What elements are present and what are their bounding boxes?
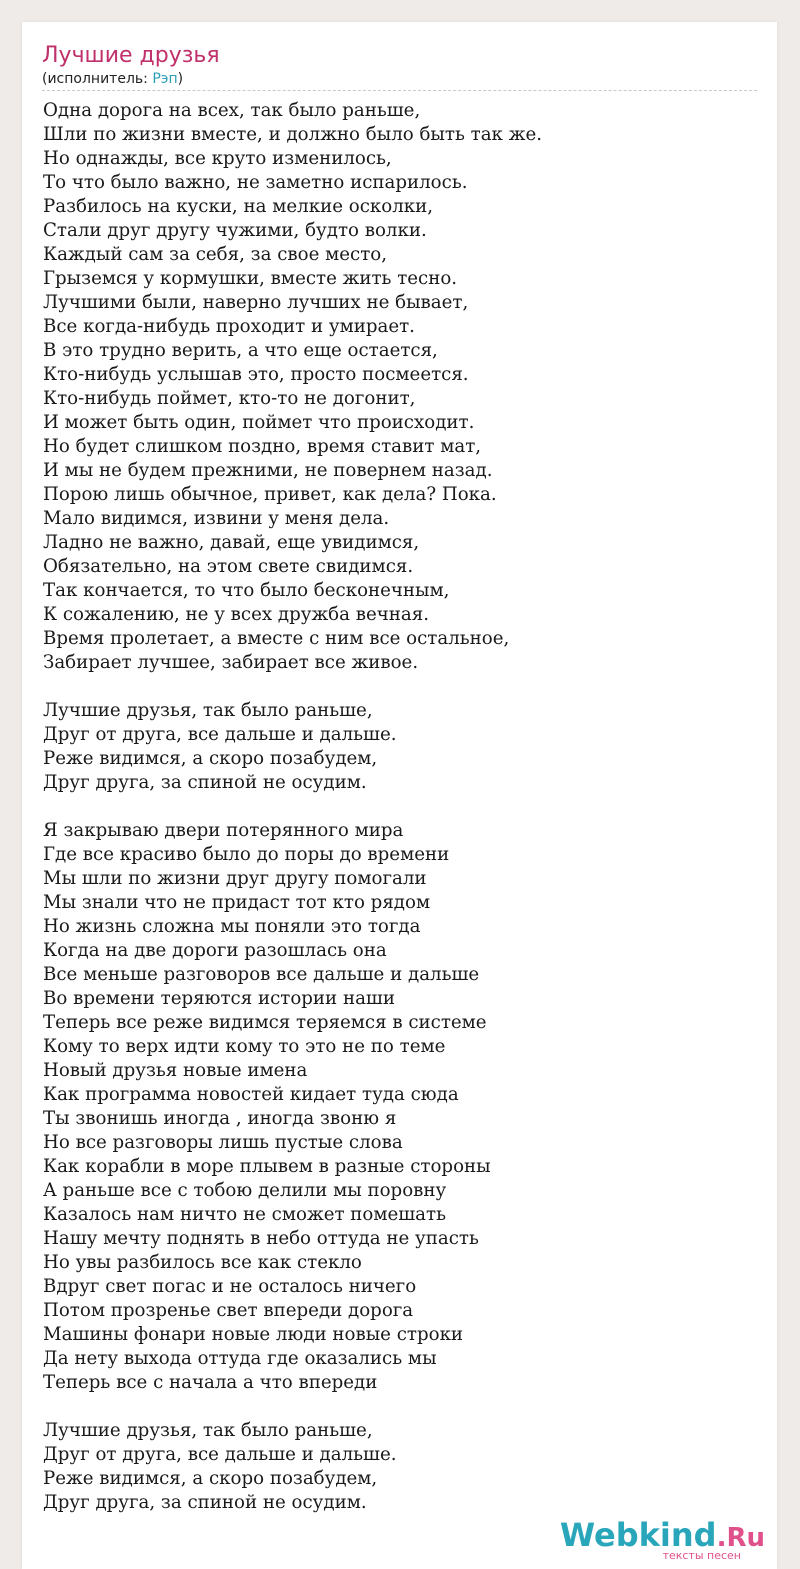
lyric-line: Забирает лучшее, забирает все живое. — [43, 652, 419, 673]
lyric-line: Ты звонишь иногда , иногда звоню я — [43, 1108, 397, 1129]
song-title: Лучшие друзья — [42, 43, 220, 68]
lyrics-stanza — [43, 1419, 542, 1515]
lyric-line: Лучшими были, наверно лучших не бывает, — [43, 292, 469, 313]
lyric-line: Реже видимся, а скоро позабудем, — [43, 1468, 378, 1489]
lyric-line: Разбилось на куски, на мелкие осколки, — [43, 196, 434, 217]
artist-prefix: (исполнитель: — [42, 71, 153, 87]
lyric-line: Время пролетает, а вместе с ним все остальное, — [43, 628, 510, 649]
lyric-line: Реже видимся, а скоро позабудем, — [43, 748, 378, 769]
lyric-line: Одна дорога на всех, так было раньше, — [43, 100, 421, 121]
lyric-line: Мало видимся, извини у меня дела. — [43, 508, 390, 529]
lyrics-stanza — [43, 99, 542, 675]
lyric-line: Вдруг свет погас и не осталось ничего — [43, 1276, 417, 1297]
lyric-line: То что было важно, не заметно испарилось. — [43, 172, 468, 193]
lyric-line: Грыземся у кормушки, вместе жить тесно. — [43, 268, 458, 289]
lyric-line: Шли по жизни вместе, и должно было быть так же. — [43, 124, 542, 145]
artist-line — [42, 70, 183, 88]
lyric-line: Лучшие друзья, так было раньше, — [43, 700, 373, 721]
lyric-line: Кто-нибудь поймет, кто-то не догонит, — [43, 388, 416, 409]
lyric-line: Так кончается, то что было бесконечным, — [43, 580, 450, 601]
lyric-line: Лучшие друзья, так было раньше, — [43, 1420, 373, 1441]
lyric-line: Друг друга, за спиной не осудим. — [43, 772, 367, 793]
lyric-line: Где все красиво было до поры до времени — [43, 844, 450, 865]
lyric-line: Но будет слишком поздно, время ставит мат, — [43, 436, 482, 457]
lyric-line: Ладно не важно, давай, еще увидимся, — [43, 532, 420, 553]
lyric-line: И может быть один, поймет что происходит. — [43, 412, 475, 433]
lyrics-text — [43, 99, 542, 1539]
artist-suffix: ) — [177, 71, 184, 87]
lyric-line: Теперь все с начала а что впереди — [43, 1372, 378, 1393]
logo-tagline: тексты песен — [662, 1549, 741, 1562]
lyric-line: К сожалению, не у всех дружба вечная. — [43, 604, 429, 625]
lyric-line: Каждый сам за себя, за свое место, — [43, 244, 388, 265]
lyric-line: Как программа новостей кидает туда сюда — [43, 1084, 459, 1105]
logo-brand: Webkind — [559, 1516, 717, 1554]
lyric-line: Теперь все реже видимся теряемся в системе — [43, 1012, 487, 1033]
lyric-line: А раньше все с тобою делили мы поровну — [43, 1180, 447, 1201]
lyric-line: Казалось нам ничто не сможет помешать — [43, 1204, 446, 1225]
lyric-line: Кто-нибудь услышав это, просто посмеется. — [43, 364, 469, 385]
lyric-line: Но увы разбилось все как стекло — [43, 1252, 362, 1273]
lyric-line: Все меньше разговоров все дальше и дальше — [43, 964, 480, 985]
lyric-line: Потом прозренье свет впереди дорога — [43, 1300, 414, 1321]
lyrics-stanza — [43, 819, 542, 1395]
lyric-line: Обязательно, на этом свете свидимся. — [43, 556, 414, 577]
lyrics-stanza — [43, 699, 542, 795]
lyric-line: Машины фонари новые люди новые строки — [43, 1324, 464, 1345]
lyric-line: Мы шли по жизни друг другу помогали — [43, 868, 427, 889]
header-divider — [42, 90, 757, 91]
lyric-line: Друг друга, за спиной не осудим. — [43, 1492, 367, 1513]
lyric-line: Но все разговоры лишь пустые слова — [43, 1132, 403, 1153]
lyric-line: Да нету выхода оттуда где оказались мы — [43, 1348, 437, 1369]
lyric-line: Как корабли в море плывем в разные стороны — [43, 1156, 491, 1177]
lyric-line: Порою лишь обычное, привет, как дела? Пока. — [43, 484, 497, 505]
lyric-line: Кому то верх идти кому то это не по теме — [43, 1036, 446, 1057]
lyric-line: Все когда-нибудь проходит и умирает. — [43, 316, 415, 337]
lyric-line: Но однажды, все круто изменилось, — [43, 148, 392, 169]
webkind-logo[interactable] — [559, 1516, 771, 1563]
lyrics-card — [22, 22, 777, 1569]
lyric-line: Во времени теряются истории наши — [43, 988, 395, 1009]
lyric-line: Новый друзья новые имена — [43, 1060, 308, 1081]
lyric-line: Но жизнь сложна мы поняли это тогда — [43, 916, 421, 937]
lyric-line: Когда на две дороги разошлась она — [43, 940, 387, 961]
lyric-line: И мы не будем прежними, не повернем назад. — [43, 460, 493, 481]
lyric-line: Друг от друга, все дальше и дальше. — [43, 1444, 397, 1465]
lyric-line: Мы знали что не придаст тот кто рядом — [43, 892, 431, 913]
lyric-line: Я закрываю двери потерянного мира — [43, 820, 404, 841]
lyric-line: В это трудно верить, а что еще остается, — [43, 340, 438, 361]
lyric-line: Стали друг другу чужими, будто волки. — [43, 220, 427, 241]
lyric-line: Друг от друга, все дальше и дальше. — [43, 724, 397, 745]
artist-link[interactable]: Рэп — [152, 71, 178, 87]
lyric-line: Нашу мечту поднять в небо оттуда не упасть — [43, 1228, 479, 1249]
logo-tld: .Ru — [716, 1523, 765, 1553]
